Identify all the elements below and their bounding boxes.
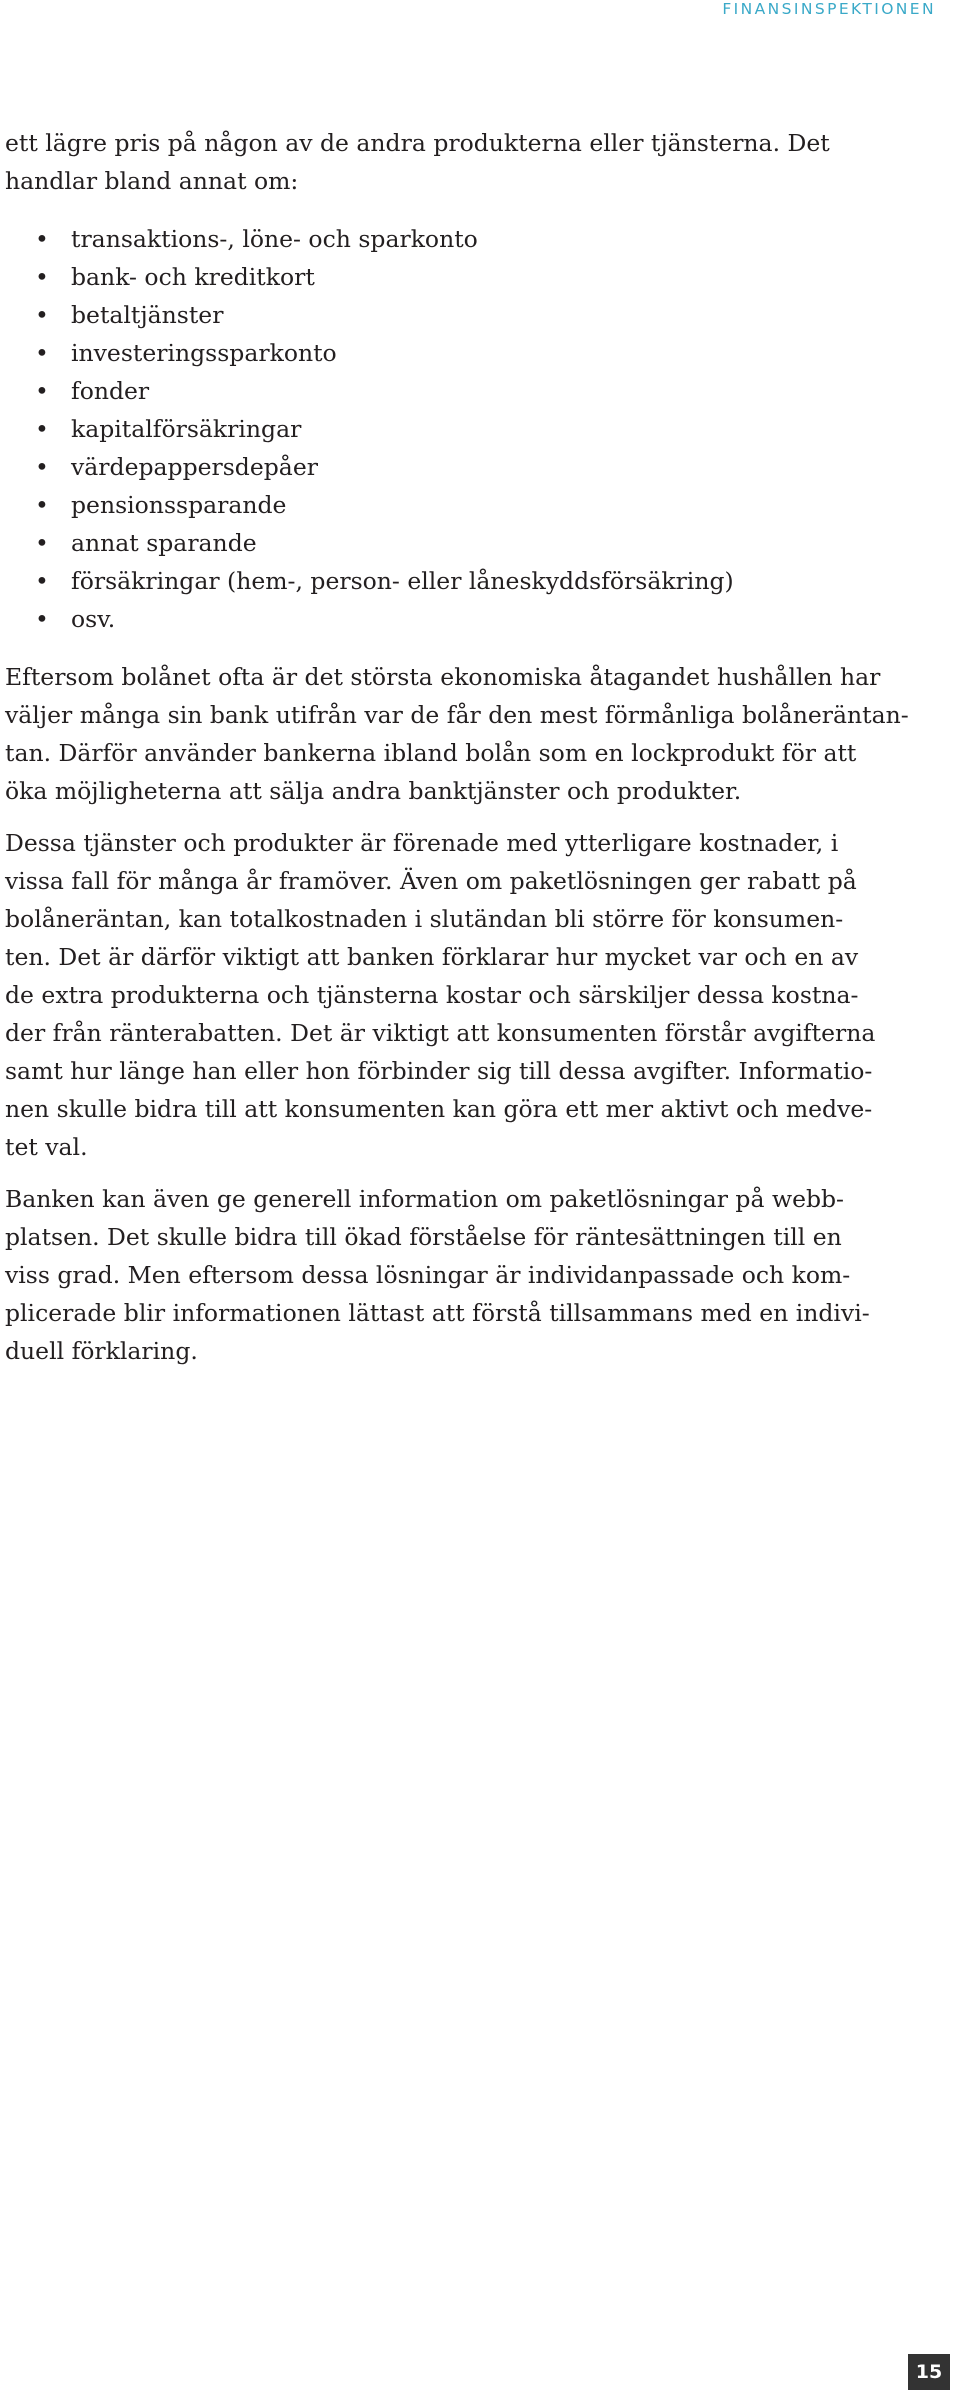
bullet-icon: • [35, 339, 49, 367]
text-line: väljer många sin bank utifrån var de får den mest förmånliga bolåneräntan- [5, 701, 909, 729]
list-item [5, 296, 950, 334]
text-line: nen skulle bidra till att konsumenten kan göra ett mer aktivt och medve- [5, 1095, 873, 1123]
bullet-icon: • [35, 263, 49, 291]
intro-paragraph [5, 124, 950, 200]
list-item-text: fonder [71, 377, 150, 405]
bullet-icon: • [35, 529, 49, 557]
text-line: platsen. Det skulle bidra till ökad förståelse för räntesättningen till en [5, 1223, 842, 1251]
bullet-icon: • [35, 225, 49, 253]
list-item [5, 486, 950, 524]
text-line: Eftersom bolånet ofta är det största ekonomiska åtagandet hushållen har [5, 663, 881, 691]
text-line: ett lägre pris på någon av de andra produkterna eller tjänsterna. Det [5, 129, 830, 157]
text-line: Banken kan även ge generell information om paketlösningar på webb- [5, 1185, 845, 1213]
list-item [5, 600, 950, 638]
text-line: handlar bland annat om: [5, 167, 299, 195]
text-line: öka möjligheterna att sälja andra banktjänster och produkter. [5, 777, 742, 805]
bullet-icon: • [35, 567, 49, 595]
text-line: vissa fall för många år framöver. Även om paketlösningen ger rabatt på [5, 867, 857, 895]
list-item [5, 258, 950, 296]
body-paragraph-website [5, 1180, 950, 1370]
services-list [5, 220, 950, 638]
text-line: ten. Det är därför viktigt att banken förklarar hur mycket var och en av [5, 943, 859, 971]
text-line: der från ränterabatten. Det är viktigt att konsumenten förstår avgifterna [5, 1019, 876, 1047]
list-item-text: värdepappersdepåer [71, 453, 318, 481]
list-item [5, 562, 950, 600]
list-item [5, 524, 950, 562]
list-item-text: bank- och kreditkort [71, 263, 315, 291]
list-item-text: försäkringar (hem-, person- eller låneskyddsförsäkring) [71, 567, 734, 595]
bullet-icon: • [35, 453, 49, 481]
body-paragraph-mortgage [5, 658, 950, 810]
list-item [5, 220, 950, 258]
text-line: Dessa tjänster och produkter är förenade med ytterligare kostnader, i [5, 829, 839, 857]
list-item-text: transaktions-, löne- och sparkonto [71, 225, 478, 253]
text-line: tan. Därför använder bankerna ibland bolån som en lockprodukt för att [5, 739, 857, 767]
bullet-icon: • [35, 605, 49, 633]
page-number: 15 [908, 2354, 950, 2390]
text-line: duell förklaring. [5, 1337, 198, 1365]
list-item-text: osv. [71, 605, 116, 633]
text-line: bolåneräntan, kan totalkostnaden i slutändan bli större för konsumen- [5, 905, 844, 933]
list-item-text: pensionssparande [71, 491, 287, 519]
list-item-text: kapitalförsäkringar [71, 415, 302, 443]
bullet-icon: • [35, 377, 49, 405]
text-line: samt hur länge han eller hon förbinder sig till dessa avgifter. Informatio- [5, 1057, 873, 1085]
text-line: plicerade blir informationen lättast att förstå tillsammans med en indivi- [5, 1299, 870, 1327]
list-item-text: betaltjänster [71, 301, 224, 329]
list-item [5, 448, 950, 486]
list-item-text: annat sparande [71, 529, 257, 557]
bullet-icon: • [35, 491, 49, 519]
text-line: de extra produkterna och tjänsterna kostar och särskiljer dessa kostna- [5, 981, 859, 1009]
text-line: viss grad. Men eftersom dessa lösningar är individanpassade och kom- [5, 1261, 851, 1289]
list-item [5, 410, 950, 448]
text-line: tet val. [5, 1133, 88, 1161]
bullet-icon: • [35, 301, 49, 329]
organization-header: FINANSINSPEKTIONEN [722, 0, 936, 18]
body-paragraph-costs [5, 824, 950, 1166]
document-body [5, 124, 950, 1370]
list-item-text: investeringssparkonto [71, 339, 337, 367]
list-item [5, 334, 950, 372]
bullet-icon: • [35, 415, 49, 443]
list-item [5, 372, 950, 410]
